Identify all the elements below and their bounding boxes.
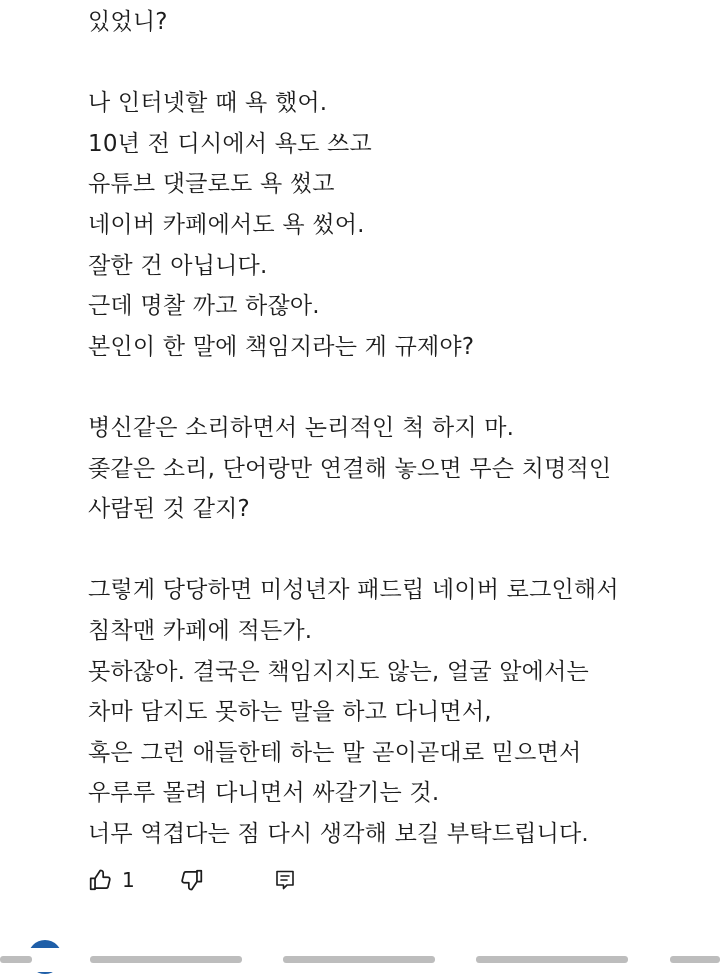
- comment-actions: [88, 862, 297, 898]
- comment-body: [88, 2, 708, 854]
- paragraph-gap: [88, 367, 708, 408]
- comment-line: 있었니?: [88, 9, 168, 35]
- comment-line: 침착맨 카페에 적든가.: [88, 617, 313, 644]
- scroll-indicator-segment: [283, 956, 435, 963]
- scroll-indicator-segment: [670, 956, 720, 963]
- comment-line: 네이버 카페에서도 욕 썼어.: [88, 211, 365, 238]
- like-count: 1: [122, 868, 135, 892]
- comment-line: 근데 명찰 까고 하잖아.: [88, 293, 320, 320]
- comment-line: 그렇게 당당하면 미성년자 패드립 네이버 로그인해서: [88, 577, 619, 604]
- comment-line: 좆같은 소리, 단어랑만 연결해 놓으면 무슨 치명적인: [88, 455, 612, 482]
- comment-line: 나 인터넷할 때 욕 했어.: [88, 90, 328, 117]
- comment-line: 사람된 것 같지?: [88, 496, 250, 523]
- scroll-indicator-segment: [90, 956, 242, 963]
- paragraph-gap: [88, 43, 708, 84]
- scroll-indicator-segment: [0, 956, 32, 963]
- comment-line: 못하잖아. 결국은 책임지지도 않는, 얼굴 앞에서는: [88, 658, 589, 685]
- comment-line: 유튜브 댓글로도 욕 썼고: [88, 171, 335, 198]
- scroll-indicator-segment: [476, 956, 628, 963]
- thumbs-down-icon: [178, 867, 204, 893]
- comment-line: 차마 담지도 못하는 말을 하고 다니면서,: [88, 699, 492, 726]
- comment-line: 10년 전 디시에서 욕도 쓰고: [88, 130, 372, 157]
- thumbs-up-icon: [88, 867, 114, 893]
- comment-line: 혹은 그런 애들한테 하는 말 곧이곧대로 믿으면서: [88, 739, 582, 766]
- reply-button[interactable]: [273, 868, 297, 892]
- like-button[interactable]: [88, 867, 178, 893]
- comment-line: 본인이 한 말에 책임지라는 게 규제야?: [88, 333, 475, 360]
- reply-icon: [273, 868, 297, 892]
- dislike-button[interactable]: [178, 867, 273, 893]
- paragraph-gap: [88, 530, 708, 571]
- comment-line: 잘한 건 아닙니다.: [88, 252, 268, 279]
- comment-line: 병신같은 소리하면서 논리적인 척 하지 마.: [88, 414, 515, 441]
- comment-line: 우루루 몰려 다니면서 싸갈기는 것.: [88, 780, 440, 807]
- comment-line: 너무 역겹다는 점 다시 생각해 보길 부탁드립니다.: [88, 820, 589, 847]
